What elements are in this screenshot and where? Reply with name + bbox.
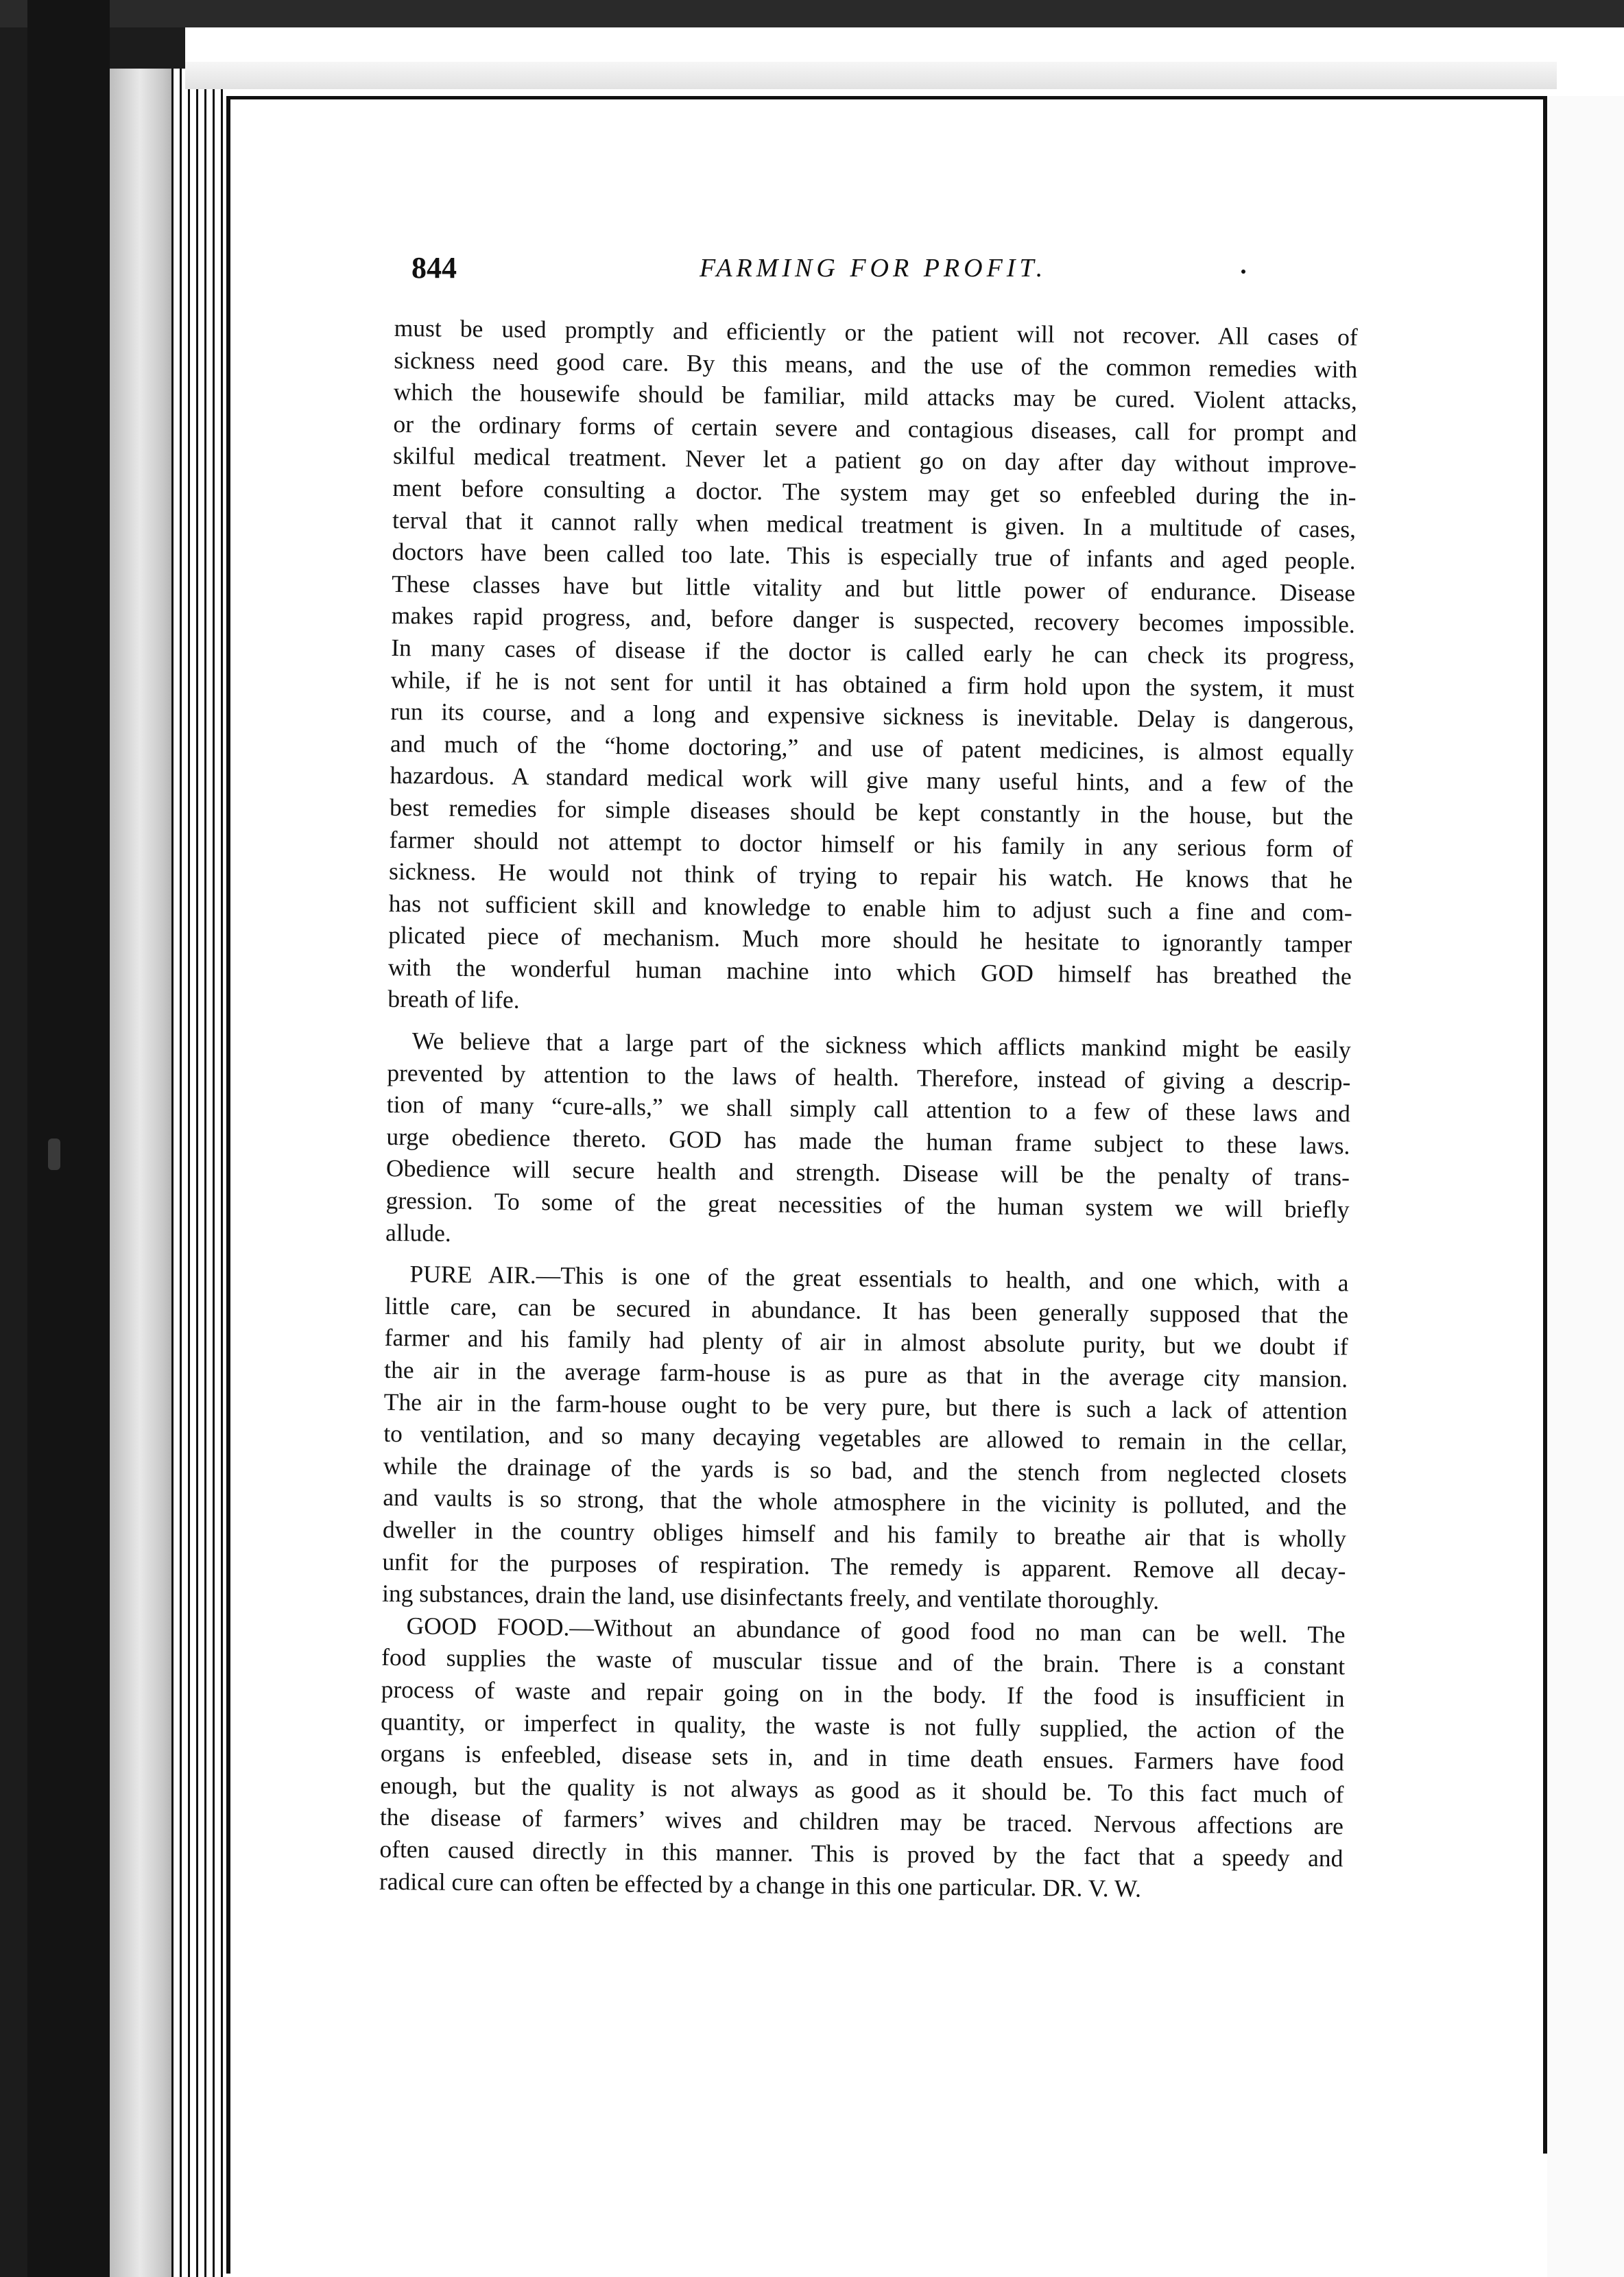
text-line: GOOD FOOD.—Without an abundance of good food no man can be well. The [406, 1612, 1346, 1649]
text-line: must be used promptly and efficiently or the patient will not recover. All cases of [394, 313, 1358, 351]
text-line: or the ordinary forms of certain severe and contagious diseases, call for prompt and [393, 409, 1357, 447]
text-line: while the drainage of the yards is so bad, and the stench from neglected closets [383, 1451, 1347, 1489]
text-line: prevented by attention to the laws of health. Therefore, instead of giving a descrip- [387, 1058, 1351, 1096]
text-line: The air in the farm-house ought to be very pure, but there is such a lack of attention [383, 1387, 1348, 1425]
text-line: process of waste and repair going on in the body. If the food is insufficient in [381, 1675, 1345, 1713]
text-line: best remedies for simple diseases should be kept constantly in the house, but the [389, 793, 1354, 831]
text-line: and vaults is so strong, that the whole atmosphere in the vicinity is polluted, and the [383, 1483, 1347, 1521]
page-header [411, 250, 1358, 291]
text-line: allude. [385, 1218, 451, 1247]
facing-page-edge [1547, 96, 1624, 2277]
text-line: the disease of farmers’ wives and children may be traced. Nervous affections are [379, 1803, 1344, 1840]
text-line: while, if he is not sent for until it has obtained a firm hold upon the system, it must [390, 665, 1354, 702]
text-line: These classes have but little vitality and but little power of endurance. Disease [392, 569, 1356, 607]
text-line: organs is enfeebled, disease sets in, and in time death ensues. Farmers have food [380, 1739, 1344, 1776]
text-line: In many cases of disease if the doctor is called early he can check its progress, [391, 633, 1355, 671]
text-line: unfit for the purposes of respiration. The remedy is apparent. Remove all decay- [382, 1547, 1346, 1584]
text-line: hazardous. A standard medical work will give many useful hints, and a few of the [390, 761, 1354, 798]
text-line: run its course, and a long and expensive sickness is inevitable. Delay is dangerous, [390, 698, 1354, 735]
page-top-shadow [185, 62, 1557, 89]
text-line: food supplies the waste of muscular tissue and of the brain. There is a constant [381, 1643, 1346, 1680]
film-background-top [0, 0, 1624, 27]
text-line: has not sufficient skill and knowledge to enable him to adjust such a fine and com- [388, 889, 1352, 927]
text-line: We believe that a large part of the sickness which afflicts mankind might be easily [411, 1027, 1351, 1064]
text-line: quantity, or imperfect in quality, the waste is not fully supplied, the action of the [381, 1707, 1345, 1744]
paragraph [385, 1025, 1351, 1258]
text-line: often caused directly in this manner. This is proved by the fact that a speedy and [379, 1835, 1344, 1872]
text-line: tion of many “cure-alls,” we shall simply call attention to a few of these laws and [386, 1090, 1351, 1128]
text-line: PURE AIR.—This is one of the great essentials to health, and one which, with a [409, 1260, 1349, 1297]
text-line: which the housewife should be familiar, mild attacks may be cured. Violent attacks, [393, 378, 1358, 415]
text-line: the air in the average farm-house is as pure as that in the average city mansion. [384, 1355, 1348, 1393]
text-line: and much of the “home doctoring,” and use of patent medicines, is almost equally [390, 729, 1354, 767]
text-line: makes rapid progress, and, before danger is suspected, recovery becomes impossible. [391, 601, 1355, 639]
paragraph [379, 1610, 1346, 1907]
page-number: 844 [411, 251, 457, 285]
text-line: gression. To some of the great necessities of the human system we will briefly [385, 1186, 1350, 1224]
page-edges [171, 69, 226, 2277]
text-line: ing substances, drain the land, use disinfectants freely, and ventilate thoroughly. [381, 1579, 1160, 1614]
text-line: terval that it cannot rally when medical treatment is given. In a multitude of cases, [392, 505, 1357, 543]
text-line: ment before consulting a doctor. The system may get so enfeebled during the in- [392, 473, 1357, 511]
text-line: farmer should not attempt to doctor himself or his family in any serious form of [389, 825, 1353, 862]
text-line: enough, but the quality is not always as good as it should be. To this fact much of [380, 1771, 1344, 1809]
page-right-edge [1543, 96, 1547, 2154]
text-line: farmer and his family had plenty of air in almost absolute purity, but we doubt if [384, 1324, 1348, 1361]
paragraph [382, 1258, 1349, 1619]
header-speck [1241, 270, 1245, 274]
text-line: sickness. He would not think of trying to repair his watch. He knows that he [388, 857, 1353, 894]
text-line: sickness need good care. By this means, and the use of the common remedies with [394, 346, 1358, 383]
paragraph [387, 312, 1358, 1025]
text-line: doctors have been called too late. This is especially true of infants and aged people. [392, 538, 1356, 575]
text-line: Obedience will secure health and strength. Disease will be the penalty of trans- [385, 1154, 1350, 1191]
text-line: little care, can be secured in abundance. It has been generally supposed that the [384, 1291, 1349, 1329]
text-line: dweller in the country obliges himself and his family to breathe air that is wholly [382, 1515, 1347, 1553]
text-line: with the wonderful human machine into which GOD himself has breathed the [387, 953, 1352, 990]
text-line: plicated piece of mechanism. Much more should he hesitate to ignorantly tamper [388, 921, 1352, 958]
film-strip [27, 0, 110, 2277]
running-head: FARMING FOR PROFIT. [700, 254, 1047, 283]
text-line: urge obedience thereto. GOD has made the human frame subject to these laws. [386, 1122, 1350, 1160]
body-text [379, 312, 1358, 1906]
text-line: to ventilation, and so many decaying vegetables are allowed to remain in the cellar, [383, 1420, 1348, 1457]
text-line: skilful medical treatment. Never let a patient go on day after day without improve- [392, 442, 1357, 479]
film-mark [48, 1138, 60, 1170]
text-line: breath of life. [387, 985, 520, 1014]
text-line: radical cure can often be effected by a change in this one particular. DR. V. W. [379, 1867, 1142, 1903]
